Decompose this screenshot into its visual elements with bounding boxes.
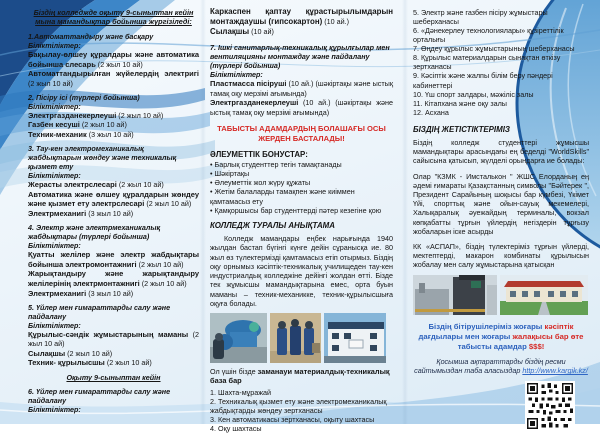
qualification-item: Бақылау-өлшеу құралдары және автоматика бойынша слесарь (2 жыл 10 ай): [28, 49, 199, 69]
social-bonuses-header: ӘЛЕУМЕТТІК БОНУСТАР:: [210, 149, 308, 159]
list-item: 7. Өңдеу құрылыс жұмыстарының шеберханасы: [413, 44, 575, 54]
panel-right: [413, 0, 589, 431]
program-block-7: [210, 43, 393, 117]
photo-students-training: [270, 313, 321, 363]
qualifications-label: Біліктіліктер:: [210, 70, 263, 80]
college-photos-row: [210, 313, 393, 363]
social-bonuses-list: [210, 160, 393, 215]
qualification-item: Электргазданекерлеуші (10 ай.) (шәкіртақы және ыстық тамақ оқу мерзімі ағымында): [210, 98, 393, 117]
qualification-item: Каркаспен қаптау құрастырылымдарын монтаждаушы (гипсокартон) (10 ай.): [210, 7, 393, 27]
about-college-header: КОЛЛЕДЖ ТУРАЛЫ АНЫҚТАМА: [210, 221, 335, 231]
success-text-part: $$$!: [528, 342, 545, 352]
list-item: 6. «Дәнекерлеу технологиялары» құзіреттілік орталығы: [413, 26, 564, 45]
qualification-item: Газбен кесуші (2 жыл 10 ай): [28, 120, 127, 130]
photo-workshop-machinery: [210, 313, 267, 363]
qualification-list: [210, 7, 393, 37]
achievements-header: БІЗДІҢ ЖЕТІСТІКТЕРІМІЗ: [413, 124, 510, 134]
programs-header: Біздің колледжде оқыту 9-сыныптан кейін мына мамандықтар бойынша жүргізіледі:: [33, 8, 194, 27]
list-item: 2. Техникалық қызмет ету және электромеханикалық жабдықтарды жөндеу зертханасы: [210, 396, 387, 416]
qualification-item: Техник- құрылысшы (2 жыл 10 ай): [28, 358, 152, 368]
qualifications-label: Біліктіліктер:: [28, 40, 81, 50]
qualification-item: Электргазданекерлеуші (2 жыл 10 ай): [28, 110, 164, 120]
program-block-1: [28, 32, 199, 89]
website-link[interactable]: http://www.kargik.kz/: [522, 366, 588, 376]
program-title: 1.Автоматтандыру және басқару: [28, 31, 154, 41]
more-info-prefix: Қосымша ақпараттарды біздің ресми сайтымыздан таба аласыздар: [414, 357, 566, 376]
list-item: • Әлеуметтік жол жүру құжаты: [210, 178, 393, 187]
success-banner: ТАБЫСТЫ АДАМДАРДЫҢ БОЛАШАҒЫ ОСЫ ЖЕРДЕН БАСТАЛАДЫ!: [217, 123, 386, 143]
list-item: 11. Кітапхана және оқу залы: [413, 98, 507, 108]
achievements-paragraph-3: КК «АСПАП», біздің түлектеріміз тұрғын үйлерді, мектептерді, макарон комбинаты құрылысын жобалау мен салу жұмыстарына қатысқан: [413, 242, 589, 270]
qualifications-label: Біліктіліктер:: [28, 101, 81, 111]
list-item: • Шәкіртақы: [210, 169, 393, 178]
panel-middle: [210, 0, 393, 433]
qualification-list: [28, 180, 199, 219]
facilities-intro-prefix: Ол үшін бізде: [210, 366, 258, 376]
list-item: 1. Шахта-мұражай: [210, 387, 272, 397]
program-block-5: [28, 303, 199, 369]
qualifications-label: Біліктіліктер:: [28, 320, 81, 330]
program-title: 7. Ішкі санитарлық-техникалық құрылғылар мен вентиляцияны монтаждау және пайдалану (түрлері бойынша): [210, 43, 390, 71]
list-item: 3. Кен автоматикасы зертханасы, оқыту шахтасы: [210, 415, 375, 425]
graduates-success-text: [415, 322, 587, 352]
facilities-intro: [210, 367, 393, 386]
program-title: 5. Үйлер мен ғимараттарды салу және пайдалану: [28, 302, 171, 321]
success-text-part: Біздің бітірушілеріміз жоғары: [428, 321, 545, 331]
about-college-text: Колледж мамандары еңбек нарығында 1940 жылдан бастап бүгінгі күнге дейін сұранысқа ие. 80 жыл өз түлектермізді қамтамасыз етіп отырмыз. Біздің оқу орнымыз кәсіптік-техникалық училищеден тау-кен индустриалдық колледжіне дейінгі жолдан өтті. Бізде тек жұмысшы мамандықтарына емес, орта буын маманы – техник-механикке, техник-құрылысшыға оқуға болады.: [210, 234, 393, 308]
fold-line-right: [402, 0, 408, 424]
program-title: 2. Пісіру ісі (түрлері бойынша): [28, 92, 140, 102]
qualification-item: Автоматтандырылған жүйелердің электригі (2 жыл 10 ай): [28, 69, 199, 89]
program-title: 3. Тау-кен электромеханикалық жабдықтарын жөндеу және техникалық қызмет ету: [28, 143, 177, 171]
facilities-list: [210, 388, 393, 433]
qualification-item: Құрылыс-сәндік жұмыстарының маманы (2 жыл 10 ай): [28, 329, 199, 349]
qualification-item: Пластмасса пісіруші (10 ай.) (шәкіртақы және ыстық тамақ оқу мерзімі ағымында): [210, 79, 393, 98]
program-title: 4. Электр және электрмеханикалық жабдықтары (түрлері бойынша): [28, 222, 161, 241]
success-text-part: дағдылары мен жоғары: [418, 331, 513, 341]
panel-programs-left: [28, 0, 199, 414]
qualification-item: Сылақшы (10 ай): [210, 27, 274, 37]
photo-industrial-site: [413, 275, 497, 315]
qualification-item: Техник-механик (3 жыл 10 ай): [28, 130, 134, 140]
list-item: 9. Кәсіптік және жалпы білім беру пәндері кабинеттері: [413, 71, 553, 90]
after-grade-header: Оқыту 9-сыныптан кейін: [66, 373, 161, 383]
list-item: • Қамқоршысы бар студенттерді пәтер кезегіне қою: [210, 206, 393, 215]
facilities-intro-bold: заманауи материалдық-техникалық база бар: [210, 366, 390, 386]
achievements-paragraph-2: Олар "КЗМК - Имсталькон " ЖШС Елорданың ең әдемі ғимараты Қазақстанның символы "Бәйтерек ", Президент Сарайының шоқысы бар күмбезі, Үкімет Үйі, спорттық және ойын-сауық мекемелері, Халықаралық әуежайдың терминалы, вокзал көпқабатты тұрғын үйлердің негіздерін тұрғызу жобаларын іске асырды: [413, 171, 589, 236]
list-item: 5. Электр және газбен пісіру жұмыстары шеберханасы: [413, 8, 548, 27]
photo-college-building: [324, 313, 386, 363]
qualification-list: [210, 79, 393, 117]
qr-code: [525, 381, 575, 431]
list-item: 10. Үш спорт залдары, мәжіліс залы: [413, 89, 534, 99]
more-info-text: [413, 357, 589, 375]
facilities-list-continued: [413, 8, 589, 117]
fold-line-left: [200, 0, 206, 424]
program-block-3: [28, 144, 199, 219]
success-text-part: табысты адамдар: [457, 342, 529, 352]
qualification-item: Электрмеханигі (3 жыл 10 ай): [28, 288, 134, 298]
qualification-item: Электрмеханигі (3 жыл 10 ай): [28, 209, 134, 219]
achievement-photos-row: [413, 275, 589, 315]
qualification-list: [28, 50, 199, 89]
program-title: 6. Үйлер мен ғимараттарды салу және пайдалану: [28, 386, 171, 405]
program-block-4: [28, 223, 199, 299]
qualifications-label: Біліктіліктер:: [28, 404, 81, 414]
list-item: 8. Құрылыс материалдарын сынақтан өткізу зертханасы: [413, 53, 561, 72]
success-text-part: жалақысы бар өте: [512, 331, 584, 341]
list-item: • Жетім балаларды тамақпен және киіммен қамтамасыз ету: [210, 187, 393, 205]
qualification-item: Автоматика және өлшеу құралдарын жөндеу және қызмет ету электрслесарі (2 жыл 10 ай): [28, 189, 199, 209]
photo-campus-building: [500, 275, 588, 315]
qualification-item: Сылақшы (2 жыл 10 ай): [28, 348, 113, 358]
list-item: 4. Оқу шахтасы: [210, 424, 262, 433]
list-item: 12. Асхана: [413, 107, 449, 117]
qualifications-label: Біліктіліктер:: [28, 170, 81, 180]
program-block-2: [28, 93, 199, 140]
qualification-list: [28, 330, 199, 369]
success-text-part: кәсіптік: [544, 321, 574, 331]
list-item: • Барлық студенттер тегін тамақтанады: [210, 160, 393, 169]
program-block-6: [28, 387, 199, 414]
qualification-item: Жарықтандыру және жарықтандыру желілерінің электрмонтажнигі (2 жыл 10 ай): [28, 269, 199, 289]
qualification-list: [28, 250, 199, 299]
qualification-list: [28, 111, 199, 140]
qualifications-label: Біліктіліктер:: [28, 240, 81, 250]
qualification-item: Жерасты электрслесарі (2 жыл 10 ай): [28, 179, 164, 189]
achievements-paragraph-1: Біздің колледж студенттері жұмысшы мамандықтары арасындағы ең беделді "WorldSkills" сайысына қатысып, жүлделі орындарға ие болады:: [413, 137, 589, 166]
qualification-item: Қуатты желілер және электр жабдықтары бойынша электромонтажнигі (2 жыл 10 ай): [28, 249, 199, 269]
